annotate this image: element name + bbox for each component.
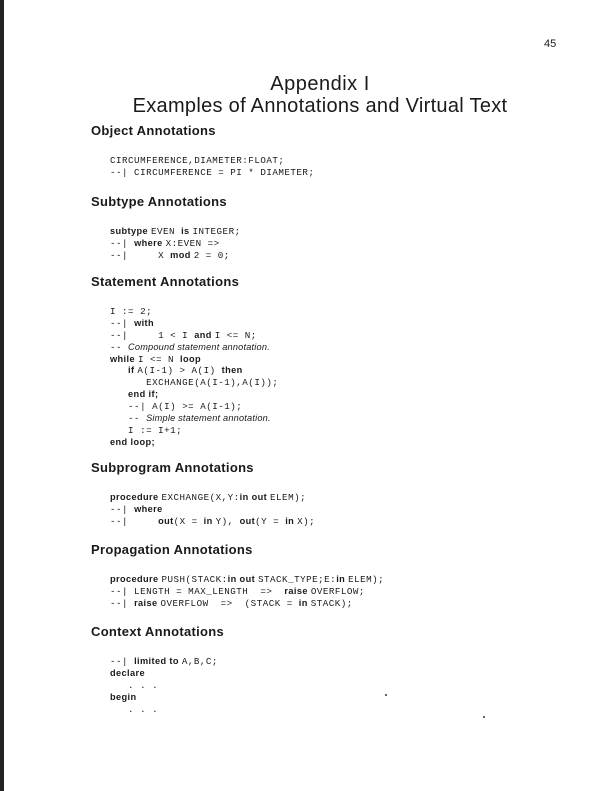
code-text: I := I+1;	[110, 424, 183, 436]
code-text: --|	[110, 317, 135, 329]
code-text	[110, 389, 128, 400]
code-block-propagation-annotations	[110, 574, 384, 610]
code-keyword: where	[134, 503, 163, 514]
code-keyword: raise	[134, 597, 161, 608]
code-line	[110, 413, 278, 425]
code-keyword: end if;	[128, 389, 159, 400]
code-line	[110, 318, 278, 330]
code-keyword: in out	[227, 574, 258, 584]
code-keyword: end loop;	[110, 436, 155, 447]
scan-speck	[385, 694, 387, 696]
code-text: --|	[110, 597, 135, 609]
code-keyword: in	[203, 515, 216, 526]
code-text	[110, 365, 128, 376]
code-keyword: declare	[110, 667, 145, 678]
code-line	[110, 354, 278, 366]
code-line	[110, 167, 314, 179]
code-text: --|	[110, 656, 135, 667]
code-text: --| 1 < I	[110, 329, 195, 341]
code-keyword: then	[221, 365, 243, 376]
code-keyword: subtype	[110, 226, 151, 236]
section-heading-subtype-annotations: Subtype Annotations	[91, 194, 227, 209]
code-line	[110, 250, 241, 262]
code-line	[110, 692, 218, 704]
code-keyword: loop	[180, 353, 202, 364]
code-text: A,B,C;	[181, 656, 218, 667]
code-keyword: with	[134, 317, 155, 328]
code-keyword: out	[239, 515, 256, 526]
code-keyword: in	[336, 574, 349, 584]
section-heading-statement-annotations: Statement Annotations	[91, 274, 240, 289]
code-text: OVERFLOW;	[310, 585, 365, 597]
code-block-subprogram-annotations	[110, 492, 315, 528]
code-line	[110, 155, 314, 167]
code-line	[110, 377, 278, 389]
code-text: I := 2;	[110, 306, 153, 317]
code-text: I <= N	[137, 353, 181, 365]
code-keyword: if	[128, 365, 138, 376]
code-text: (X =	[173, 515, 204, 527]
code-text: CIRCUMFERENCE,DIAMETER:FLOAT;	[110, 155, 285, 166]
code-line	[110, 437, 278, 449]
code-text: --| A(I) >= A(I-1);	[110, 401, 243, 413]
code-block-subtype-annotations	[110, 226, 241, 262]
code-line	[110, 492, 315, 504]
scan-speck	[483, 716, 485, 718]
code-keyword: in	[298, 597, 311, 608]
appendix-title-line-1: Appendix I	[270, 73, 370, 95]
code-text: EVEN	[150, 226, 182, 237]
code-text: STACK);	[310, 597, 353, 609]
code-line	[110, 226, 241, 238]
code-text: EXCHANGE(X,Y:	[161, 492, 240, 503]
code-line	[110, 330, 278, 342]
code-keyword: procedure	[110, 574, 162, 584]
code-block-statement-annotations	[110, 306, 278, 449]
code-line	[110, 238, 241, 250]
code-text: . . .	[110, 703, 159, 715]
code-text: --|	[110, 503, 135, 515]
code-line	[110, 574, 384, 586]
code-line	[110, 425, 278, 437]
code-keyword: and	[194, 329, 215, 340]
code-text: ELEM);	[348, 574, 385, 585]
code-text: --|	[110, 515, 159, 527]
code-keyword: in out	[239, 492, 271, 502]
code-line	[110, 586, 384, 598]
code-keyword: out	[158, 515, 174, 526]
code-line	[110, 365, 278, 377]
code-keyword: limited to	[134, 656, 182, 666]
code-text: (Y =	[255, 515, 286, 527]
section-heading-context-annotations: Context Annotations	[91, 624, 225, 639]
section-heading-propagation-annotations: Propagation Annotations	[91, 542, 253, 557]
code-text: --| LENGTH = MAX_LENGTH =>	[110, 585, 285, 597]
code-line	[110, 656, 218, 668]
section-heading-subprogram-annotations: Subprogram Annotations	[91, 460, 254, 475]
code-line	[110, 389, 278, 401]
code-text: X:EVEN =>	[165, 237, 220, 249]
code-text: . . .	[110, 679, 159, 691]
code-text: STACK_TYPE;E:	[258, 574, 337, 585]
code-line	[110, 704, 218, 716]
code-text: --| X	[110, 249, 171, 261]
page-number: 45	[544, 38, 557, 50]
code-block-context-annotations	[110, 656, 218, 715]
code-line	[110, 342, 278, 354]
code-line	[110, 598, 384, 610]
code-text: I <= N;	[214, 329, 257, 341]
code-keyword: mod	[170, 249, 194, 260]
code-block-object-annotations	[110, 155, 314, 179]
appendix-title-line-2: Examples of Annotations and Virtual Text	[132, 95, 508, 117]
code-line	[110, 401, 278, 413]
code-keyword: where	[134, 237, 166, 248]
code-comment: Simple statement annotation.	[146, 413, 271, 424]
code-keyword: begin	[110, 691, 137, 702]
code-comment: Compound statement annotation.	[128, 341, 270, 352]
code-line	[110, 680, 218, 692]
code-keyword: raise	[284, 585, 311, 596]
code-text: PUSH(STACK:	[161, 574, 228, 585]
code-text: --|	[110, 237, 135, 249]
code-line	[110, 504, 315, 516]
code-text: --	[110, 413, 147, 425]
code-line	[110, 306, 278, 318]
code-keyword: procedure	[110, 492, 162, 502]
code-text: Y),	[215, 515, 240, 527]
code-text: INTEGER;	[192, 226, 241, 237]
code-text: --| CIRCUMFERENCE = PI * DIAMETER;	[110, 166, 315, 178]
code-keyword: in	[285, 515, 298, 526]
appendix-title	[40, 74, 600, 117]
code-text: X);	[297, 515, 316, 527]
code-text: EXCHANGE(A(I-1),A(I));	[110, 377, 279, 389]
code-line	[110, 516, 315, 528]
page-edge-rule	[0, 0, 4, 791]
code-text: ELEM);	[270, 492, 307, 503]
code-line	[110, 668, 218, 680]
code-keyword: while	[110, 353, 138, 364]
code-text: 2 = 0;	[193, 249, 230, 261]
code-keyword: is	[181, 226, 193, 236]
code-text: --	[110, 341, 129, 353]
section-heading-object-annotations: Object Annotations	[91, 123, 216, 138]
code-text: A(I-1) > A(I)	[137, 365, 222, 377]
code-text: OVERFLOW => (STACK =	[160, 597, 299, 609]
